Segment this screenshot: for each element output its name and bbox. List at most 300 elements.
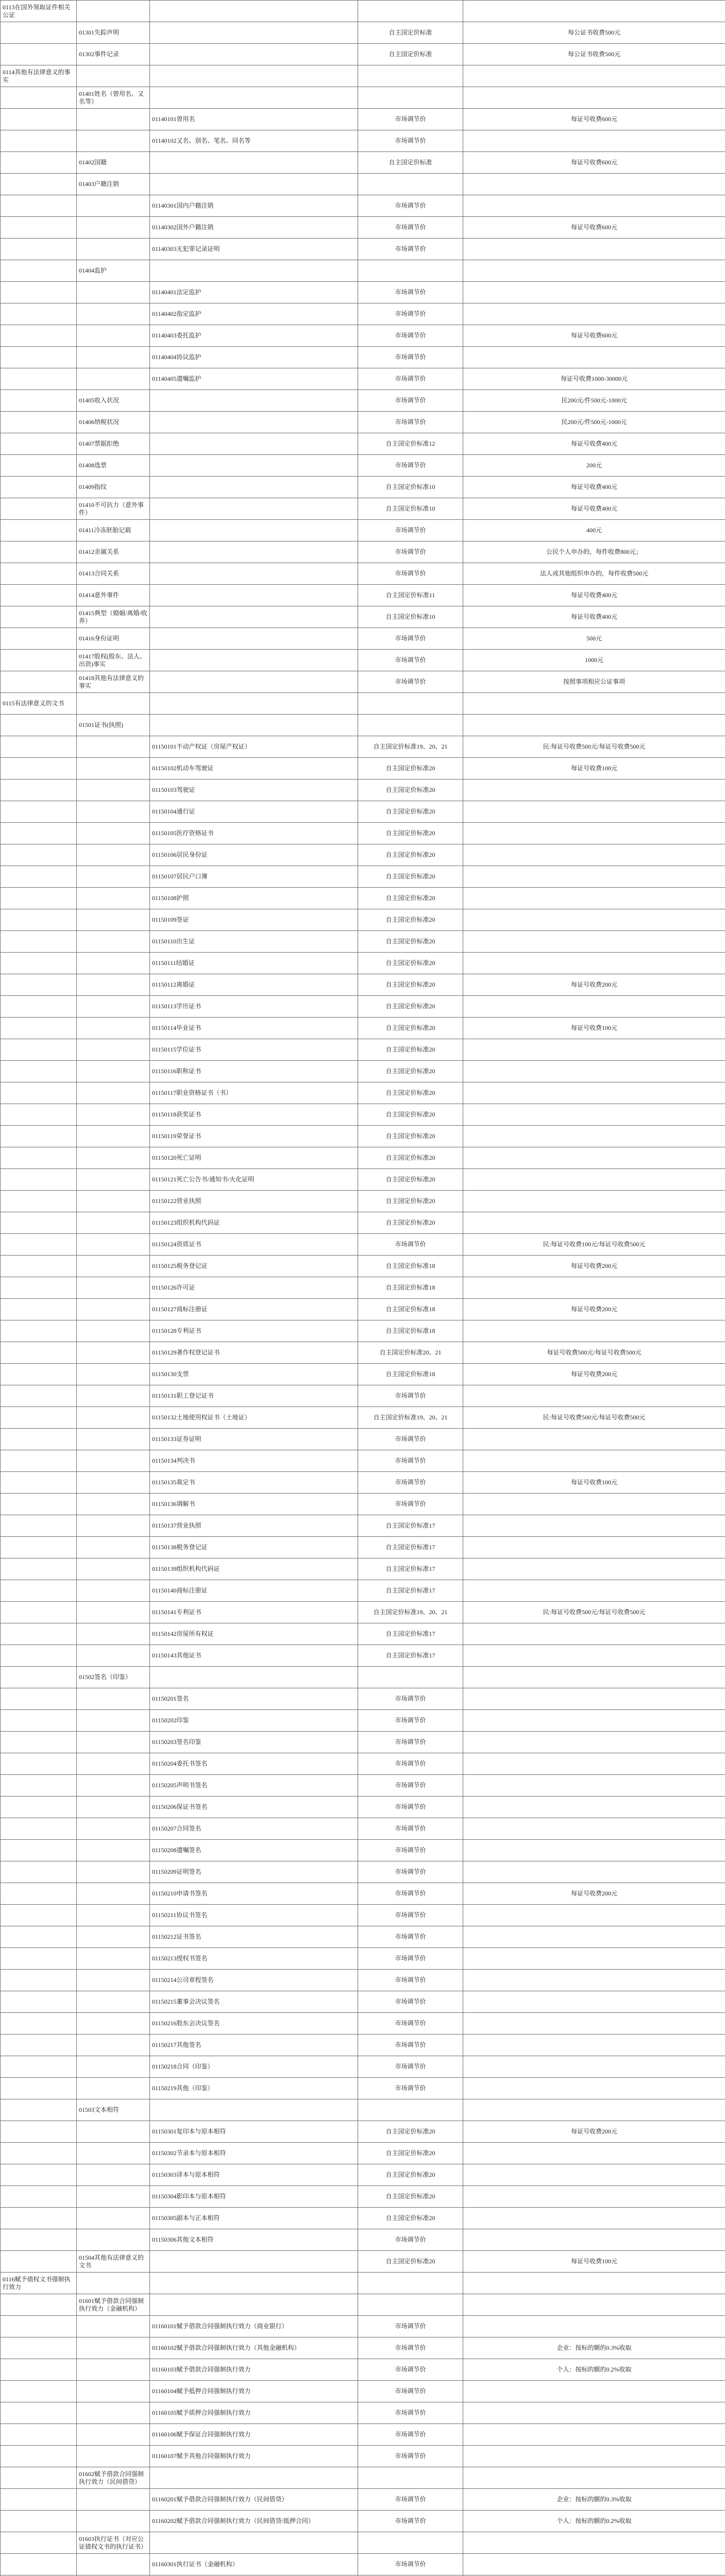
category-cell [1,715,77,736]
category-cell: 0113在国外领取证件相关公证 [1,1,77,22]
pricing-cell: 自主国定价标准 [358,44,463,65]
table-row [1,1818,725,1840]
category-cell [1,1688,77,1710]
fee-cell [463,953,725,974]
category-cell [1,2337,77,2359]
fee-cell [463,1515,725,1537]
table-row [1,2013,725,2035]
item-cell: 01150301复印本与原本相符 [150,2121,358,2143]
fee-cell: 每公证书收费500元 [463,22,725,44]
item-cell [150,585,358,606]
pricing-cell: 自主国定价标准20 [358,1039,463,1061]
pricing-cell: 市场调节价 [358,1753,463,1775]
pricing-cell: 自主国定价标准20 [358,1169,463,1191]
item-cell: 01150116职称证书 [150,1061,358,1082]
table-row [1,2381,725,2402]
fee-cell [463,1645,725,1667]
table-row [1,1364,725,1385]
pricing-cell: 自主国定价标准20 [358,974,463,996]
item-cell [150,477,358,498]
fee-cell [463,1840,725,1861]
category-cell [1,736,77,758]
fee-cell [463,130,725,152]
category-cell [1,2035,77,2056]
pricing-cell: 自主国定价标准20 [358,866,463,888]
fee-table-body [1,1,725,2576]
item-cell: 01150120死亡证明 [150,1147,358,1169]
subcategory-cell [77,2337,150,2359]
fee-cell: 民:每证号收费500元/每证号收费500元 [463,1602,725,1623]
subcategory-cell [77,1385,150,1407]
subcategory-cell [77,2121,150,2143]
subcategory-cell [77,1970,150,1991]
table-row [1,1970,725,1991]
category-cell [1,628,77,650]
category-cell [1,44,77,65]
item-cell: 01150130支票 [150,1364,358,1385]
item-cell [150,498,358,520]
table-row [1,239,725,260]
category-cell [1,1602,77,1623]
subcategory-cell: 01413合同关系 [77,563,150,585]
table-row [1,2424,725,2446]
category-cell [1,758,77,779]
subcategory-cell: 01602赋予借款合同强制执行效力（民间借贷） [77,2467,150,2489]
fee-cell: 每证号收费400元 [463,498,725,520]
table-row [1,87,725,109]
item-cell: 01140303无犯罪记录证明 [150,239,358,260]
table-row [1,2251,725,2273]
pricing-cell: 自主国定价标准20 [358,2121,463,2143]
fee-cell [463,1147,725,1169]
item-cell: 01150142房屋所有权证 [150,1623,358,1645]
category-cell [1,1580,77,1602]
category-cell [1,239,77,260]
fee-cell: 民:每证号收费100元/每证号收费500元 [463,1234,725,1256]
table-row [1,455,725,477]
item-cell: 01160102赋予借款合同强制执行效力（其他金融机构） [150,2337,358,2359]
pricing-cell: 市场调节价 [358,2381,463,2402]
pricing-cell: 自主国定价标准 [358,152,463,174]
table-row [1,1277,725,1299]
category-cell [1,1364,77,1385]
category-cell [1,974,77,996]
table-row [1,1645,725,1667]
category-cell [1,1450,77,1472]
table-row [1,1320,725,1342]
table-row [1,1861,725,1883]
pricing-cell [358,2099,463,2121]
table-row [1,585,725,606]
fee-cell [463,866,725,888]
fee-cell: 企业：按标的额的0.3%收取 [463,2489,725,2511]
fee-cell: 民:每证号收费500元/每证号收费500元 [463,1407,725,1429]
fee-cell [463,1818,725,1840]
subcategory-cell [77,1277,150,1299]
table-row [1,974,725,996]
item-cell [150,693,358,715]
pricing-cell: 自主国定价标准20 [358,888,463,909]
item-cell [150,715,358,736]
subcategory-cell [77,2316,150,2337]
fee-cell [463,1277,725,1299]
item-cell [150,1667,358,1688]
item-cell: 01150217其他签名 [150,2035,358,2056]
item-cell: 01150136调解书 [150,1494,358,1515]
item-cell [150,44,358,65]
category-cell [1,1840,77,1861]
pricing-cell [358,65,463,87]
item-cell [150,541,358,563]
item-cell [150,2467,358,2489]
category-cell [1,606,77,628]
fee-cell: 每证号收费200元 [463,974,725,996]
fee-cell [463,693,725,715]
pricing-cell: 自主国定价标准20 [358,2208,463,2229]
table-row [1,1558,725,1580]
category-cell [1,1256,77,1277]
subcategory-cell [77,2208,150,2229]
table-row [1,866,725,888]
item-cell: 01140405遗嘱监护 [150,368,358,390]
item-cell [150,412,358,433]
pricing-cell: 自主国定价标准10 [358,606,463,628]
subcategory-cell [77,693,150,715]
table-row [1,1126,725,1147]
category-cell [1,87,77,109]
fee-cell [463,1104,725,1126]
fee-cell [463,2294,725,2316]
subcategory-cell [77,888,150,909]
fee-cell [463,1580,725,1602]
fee-cell [463,844,725,866]
item-cell: 01150213授权书签名 [150,1948,358,1970]
item-cell: 01150110出生证 [150,931,358,953]
pricing-cell: 市场调节价 [358,1991,463,2013]
category-cell [1,650,77,671]
table-row [1,1623,725,1645]
fee-cell [463,1623,725,1645]
item-cell [150,455,358,477]
category-cell [1,1342,77,1364]
subcategory-cell [77,65,150,87]
item-cell: 01140302国外户籍注销 [150,217,358,239]
item-cell: 01150117职业资格证书（书） [150,1082,358,1104]
category-cell [1,563,77,585]
category-cell [1,2229,77,2251]
subcategory-cell [77,130,150,152]
subcategory-cell [77,823,150,844]
subcategory-cell: 01501证书(执照) [77,715,150,736]
fee-cell [463,1537,725,1558]
category-cell [1,2402,77,2424]
pricing-cell: 市场调节价 [358,563,463,585]
fee-cell: 按照事项相应公证事项 [463,671,725,693]
fee-cell [463,715,725,736]
category-cell [1,2208,77,2229]
table-row [1,2532,725,2554]
fee-cell [463,1710,725,1732]
pricing-cell: 市场调节价 [358,1948,463,1970]
category-cell [1,2099,77,2121]
table-row [1,390,725,412]
subcategory-cell [77,282,150,303]
category-cell [1,477,77,498]
fee-cell [463,2402,725,2424]
pricing-cell: 市场调节价 [358,368,463,390]
item-cell: 01150111结婚证 [150,953,358,974]
item-cell: 01150211协议书签名 [150,1905,358,1926]
category-cell [1,931,77,953]
table-row [1,2056,725,2078]
pricing-cell: 自主国定价标准17 [358,1580,463,1602]
pricing-cell [358,2273,463,2294]
item-cell: 01150138税务登记证 [150,1537,358,1558]
category-cell [1,390,77,412]
subcategory-cell: 01302事件记录 [77,44,150,65]
item-cell: 01150140商标注册证 [150,1580,358,1602]
subcategory-cell [77,736,150,758]
table-row [1,152,725,174]
category-cell [1,866,77,888]
item-cell [150,433,358,455]
category-cell [1,282,77,303]
fee-cell: 每证号收费600元 [463,217,725,239]
subcategory-cell [77,909,150,931]
fee-cell [463,2554,725,2575]
table-row [1,1797,725,1818]
category-cell [1,303,77,325]
table-row [1,2121,725,2143]
category-cell [1,195,77,217]
item-cell [150,520,358,541]
table-row [1,520,725,541]
category-cell [1,1191,77,1212]
table-row [1,563,725,585]
fee-cell [463,1970,725,1991]
item-cell: 01150304影印本与原本相符 [150,2186,358,2208]
item-cell: 01150137营业执照 [150,1515,358,1537]
subcategory-cell [77,1191,150,1212]
pricing-cell: 市场调节价 [358,303,463,325]
subcategory-cell [77,1840,150,1861]
table-row [1,823,725,844]
subcategory-cell [77,1147,150,1169]
pricing-cell [358,260,463,282]
fee-cell [463,2446,725,2467]
subcategory-cell [77,109,150,130]
subcategory-cell [77,2489,150,2511]
category-cell [1,1667,77,1688]
fee-cell: 每证号收费400元 [463,477,725,498]
table-row [1,953,725,974]
table-row [1,996,725,1018]
pricing-cell: 市场调节价 [358,325,463,347]
fee-cell [463,1,725,22]
table-row [1,1385,725,1407]
subcategory-cell: 01404监护 [77,260,150,282]
item-cell: 01150113学历证书 [150,996,358,1018]
item-cell: 01150303译本与原本相符 [150,2164,358,2186]
table-row [1,541,725,563]
subcategory-cell: 01401姓名（曾用名、又名等） [77,87,150,109]
category-cell [1,1623,77,1645]
fee-cell: 个人：按标的额的0.2%收取 [463,2359,725,2381]
table-row [1,844,725,866]
pricing-cell: 市场调节价 [358,650,463,671]
item-cell: 01150212证书签名 [150,1926,358,1948]
table-row [1,2099,725,2121]
category-cell [1,1970,77,1991]
table-row [1,1299,725,1320]
pricing-cell: 市场调节价 [358,390,463,412]
pricing-cell: 自主国定价标准18 [358,1299,463,1320]
item-cell: 01150108护照 [150,888,358,909]
table-row [1,2294,725,2316]
pricing-cell: 自主国定价标准19、20、21 [358,1407,463,1429]
fee-cell [463,1450,725,1472]
fee-cell [463,2316,725,2337]
subcategory-cell [77,1991,150,2013]
subcategory-cell [77,1256,150,1277]
fee-cell [463,239,725,260]
table-row [1,1667,725,1688]
table-row [1,1948,725,1970]
category-cell [1,953,77,974]
subcategory-cell [77,866,150,888]
table-row [1,606,725,628]
item-cell: 01150132土地使用权证书（土地证） [150,1407,358,1429]
category-cell [1,498,77,520]
subcategory-cell [77,801,150,823]
table-row [1,1991,725,2013]
pricing-cell: 市场调节价 [358,1883,463,1905]
subcategory-cell [77,2381,150,2402]
category-cell [1,433,77,455]
subcategory-cell [77,1883,150,1905]
fee-cell: 民200元/件500元-1000元 [463,412,725,433]
fee-cell [463,2229,725,2251]
category-cell [1,1126,77,1147]
pricing-cell: 市场调节价 [358,1970,463,1991]
subcategory-cell [77,2273,150,2294]
subcategory-cell [77,1212,150,1234]
category-cell [1,2424,77,2446]
table-row [1,1753,725,1775]
item-cell: 01150112离婚证 [150,974,358,996]
pricing-cell: 自主国定价标准20 [358,1082,463,1104]
fee-cell [463,347,725,368]
category-cell [1,909,77,931]
item-cell [150,2532,358,2554]
table-row [1,1147,725,1169]
category-cell [1,2186,77,2208]
category-cell [1,2511,77,2532]
pricing-cell [358,1667,463,1688]
item-cell [150,671,358,693]
fee-cell [463,1429,725,1450]
pricing-cell: 自主国定价标准17 [358,1537,463,1558]
pricing-cell: 市场调节价 [358,1385,463,1407]
pricing-cell [358,174,463,195]
category-cell [1,671,77,693]
category-cell [1,888,77,909]
fee-cell [463,1320,725,1342]
category-cell [1,2251,77,2273]
table-row [1,1515,725,1537]
item-cell [150,174,358,195]
subcategory-cell [77,931,150,953]
subcategory-cell [77,2035,150,2056]
subcategory-cell [77,1948,150,1970]
item-cell: 01150131职工登记证书 [150,1385,358,1407]
pricing-cell: 市场调节价 [358,2511,463,2532]
table-row [1,2186,725,2208]
subcategory-cell [77,1775,150,1797]
fee-cell [463,1191,725,1212]
table-row [1,1472,725,1494]
fee-cell: 每证号收费500元/每证号收费500元 [463,1342,725,1364]
table-row [1,217,725,239]
pricing-cell: 市场调节价 [358,412,463,433]
subcategory-cell [77,1039,150,1061]
pricing-cell: 市场调节价 [358,1429,463,1450]
subcategory-cell [77,2446,150,2467]
table-row [1,1450,725,1472]
table-row [1,2078,725,2099]
category-cell [1,22,77,44]
item-cell: 01150121死亡公告书/通知书/火化证明 [150,1169,358,1191]
table-row [1,671,725,693]
pricing-cell: 市场调节价 [358,1494,463,1515]
subcategory-cell: 01503文本相符 [77,2099,150,2121]
pricing-cell: 自主国定价标准20 [358,758,463,779]
table-row [1,736,725,758]
subcategory-cell [77,1320,150,1342]
pricing-cell: 市场调节价 [358,1905,463,1926]
item-cell: 01150133证券证明 [150,1429,358,1450]
fee-cell [463,195,725,217]
table-row [1,44,725,65]
item-cell: 01150206保证书签名 [150,1797,358,1818]
fee-cell [463,1948,725,1970]
item-cell [150,390,358,412]
category-cell: 0114其他有法律意义的事实 [1,65,77,87]
fee-cell [463,1905,725,1926]
subcategory-cell [77,368,150,390]
category-cell [1,2359,77,2381]
pricing-cell [358,1,463,22]
subcategory-cell [77,1861,150,1883]
item-cell: 01160301执行证书（金融机构） [150,2554,358,2575]
fee-cell: 公民个人申办的，每件收费800元； [463,541,725,563]
pricing-cell: 市场调节价 [358,2359,463,2381]
pricing-cell: 市场调节价 [358,195,463,217]
pricing-cell: 市场调节价 [358,1840,463,1861]
category-cell [1,1277,77,1299]
item-cell: 01150106居民身份证 [150,844,358,866]
table-row [1,2402,725,2424]
fee-cell [463,1385,725,1407]
table-row [1,693,725,715]
category-cell [1,347,77,368]
category-cell [1,1710,77,1732]
category-cell [1,1797,77,1818]
subcategory-cell: 01601赋予借款合同强制执行效力（金融机构） [77,2294,150,2316]
category-cell [1,1039,77,1061]
subcategory-cell: 01603执行证书（对应公证债权文书的执行证书） [77,2532,150,2554]
fee-cell [463,65,725,87]
